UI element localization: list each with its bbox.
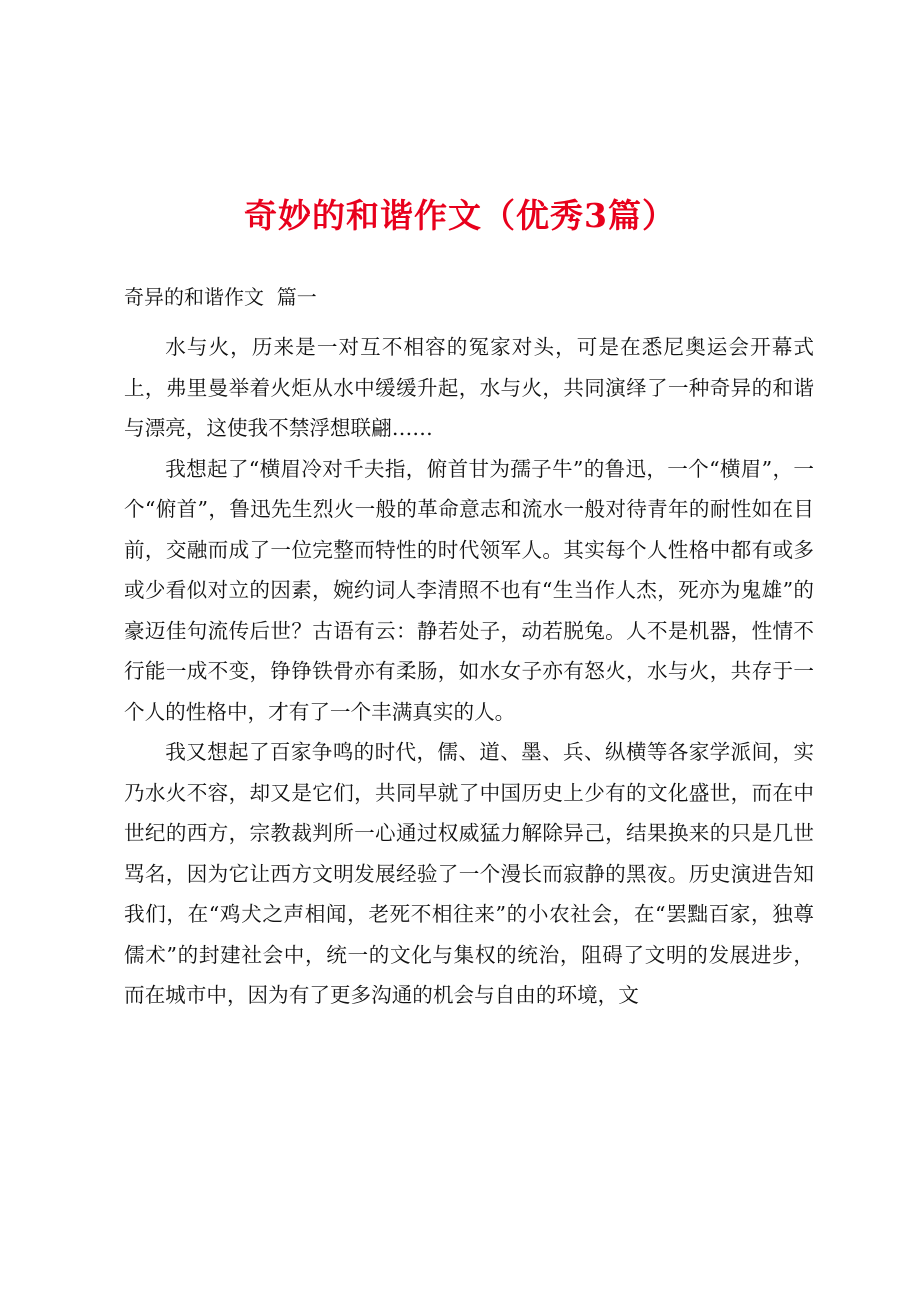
paragraph-3: 我又想起了百家争鸣的时代，儒、道、墨、兵、纵横等各家学派间，实乃水火不容，却又是它们，共同早就了中国历史上少有的文化盛世，而在中世纪的西方，宗教裁判所一心通过权威猛力解除异己，结果换来的只是几世骂名，因为它让西方文明发展经验了一个漫长而寂静的黑夜。历史演进告知我们，在“鸡犬之声相闻，老死不相往来”的小农社会，在“罢黜百家，独尊儒术”的封建社会中，统一的文化与集权的统治，阻碍了文明的发展进步，而在城市中，因为有了更多沟通的机会与自由的环境，文 — [124, 740, 814, 1007]
document-title: 奇妙的和谐作文（优秀3篇） — [244, 196, 676, 235]
section-heading: 奇异的和谐作文 篇一 — [124, 285, 317, 309]
paragraph-2: 我想起了“横眉冷对千夫指，俯首甘为孺子牛”的鲁迅，一个“横眉”，一个“俯首”，鲁迅先生烈火一般的革命意志和流水一般对待青年的耐性如在目前，交融而成了一位完整而特性的时代领军人。其实每个人性格中都有或多或少看似对立的因素，婉约词人李清照不也有“生当作人杰，死亦为鬼雄”的豪迈佳句流传后世？古语有云：静若处子，动若脱兔。人不是机器，性情不行能一成不变，铮铮铁骨亦有柔肠，如水女子亦有怒火，水与火，共存于一个人的性格中，才有了一个丰满真实的人。 — [124, 456, 814, 724]
paragraph-1: 水与火，历来是一对互不相容的冤家对头，可是在悉尼奥运会开幕式上，弗里曼举着火炬从水中缓缓升起，水与火，共同演绎了一种奇异的和谐与漂亮，这使我不禁浮想联翩…… — [124, 335, 814, 440]
article-body — [124, 327, 814, 1016]
